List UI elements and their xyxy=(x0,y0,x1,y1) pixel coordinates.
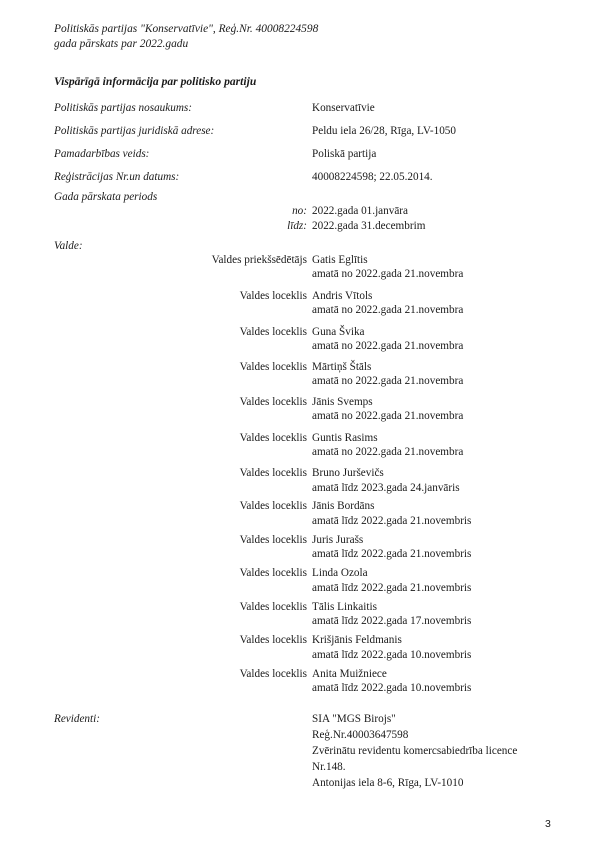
board-label: Valde: xyxy=(54,240,83,252)
page-number: 3 xyxy=(545,818,551,830)
board-member-name: Juris Jurašs xyxy=(312,534,364,546)
board-member-name: Anita Muižniece xyxy=(312,668,387,680)
board-member-name: Guntis Rasims xyxy=(312,432,378,444)
board-member-role: Valdes loceklis xyxy=(239,567,307,579)
period-from-label: no: xyxy=(292,205,307,217)
board-member-role: Valdes loceklis xyxy=(239,326,307,338)
board-member-name: Linda Ozola xyxy=(312,567,368,579)
board-member-name: Guna Švika xyxy=(312,326,365,338)
board-member-role: Valdes loceklis xyxy=(239,668,307,680)
board-member-name: Tālis Linkaitis xyxy=(312,601,377,613)
board-member-term: amatā no 2022.gada 21.novembra xyxy=(312,340,464,352)
info-label-activity: Pamadarbības veids: xyxy=(54,148,150,160)
board-member-term: amatā no 2022.gada 21.novembra xyxy=(312,375,464,387)
period-to-label: līdz: xyxy=(287,220,307,232)
header-line-2: gada pārskats par 2022.gadu xyxy=(54,38,189,50)
board-member-name: Bruno Jurševičs xyxy=(312,467,384,479)
period-label: Gada pārskata periods xyxy=(54,191,158,203)
board-member-name: Gatis Eglītis xyxy=(312,254,368,266)
board-member-term: amatā līdz 2022.gada 21.novembris xyxy=(312,515,472,527)
info-label-name: Politiskās partijas nosaukums: xyxy=(54,102,192,114)
board-member-term: amatā līdz 2022.gada 10.novembris xyxy=(312,649,472,661)
info-value-registration: 40008224598; 22.05.2014. xyxy=(312,171,433,183)
board-member-role: Valdes loceklis xyxy=(239,534,307,546)
board-member-role: Valdes loceklis xyxy=(239,361,307,373)
board-member-term: amatā no 2022.gada 21.novembra xyxy=(312,304,464,316)
auditor-line: Zvērinātu revidentu komercsabiedrība licence xyxy=(312,745,518,757)
info-label-registration: Reģistrācijas Nr.un datums: xyxy=(54,171,180,183)
board-member-term: amatā no 2022.gada 21.novembra xyxy=(312,268,464,280)
info-label-address: Politiskās partijas juridiskā adrese: xyxy=(54,125,215,137)
section-title: Vispārīgā informācija par politisko partiju xyxy=(54,75,257,88)
board-member-role: Valdes loceklis xyxy=(239,601,307,613)
board-member-term: amatā no 2022.gada 21.novembra xyxy=(312,410,464,422)
board-member-name: Mārtiņš Štāls xyxy=(312,361,372,373)
auditor-line: Antonijas iela 8-6, Rīga, LV-1010 xyxy=(312,777,464,789)
info-value-address: Peldu iela 26/28, Rīga, LV-1050 xyxy=(312,125,456,137)
board-member-role: Valdes loceklis xyxy=(239,634,307,646)
board-member-term: amatā līdz 2022.gada 21.novembris xyxy=(312,582,472,594)
period-from-value: 2022.gada 01.janvāra xyxy=(312,205,408,217)
auditors-label: Revidenti: xyxy=(54,713,100,725)
board-member-role: Valdes loceklis xyxy=(239,396,307,408)
info-value-name: Konservatīvie xyxy=(312,102,375,114)
board-member-term: amatā no 2022.gada 21.novembra xyxy=(312,446,464,458)
period-to-value: 2022.gada 31.decembrim xyxy=(312,220,426,232)
board-member-role: Valdes loceklis xyxy=(239,290,307,302)
board-member-term: amatā līdz 2022.gada 17.novembris xyxy=(312,615,472,627)
board-member-role: Valdes loceklis xyxy=(239,467,307,479)
board-member-name: Jānis Svemps xyxy=(312,396,373,408)
info-value-activity: Poliskā partija xyxy=(312,148,377,160)
board-member-term: amatā līdz 2023.gada 24.janvāris xyxy=(312,482,460,494)
board-member-role: Valdes loceklis xyxy=(239,432,307,444)
board-member-term: amatā līdz 2022.gada 21.novembris xyxy=(312,548,472,560)
auditor-line: Nr.148. xyxy=(312,761,346,773)
board-member-role: Valdes loceklis xyxy=(239,500,307,512)
auditor-line: Reģ.Nr.40003647598 xyxy=(312,729,409,741)
auditor-line: SIA "MGS Birojs" xyxy=(312,713,396,725)
board-member-name: Jānis Bordāns xyxy=(312,500,375,512)
board-member-term: amatā līdz 2022.gada 10.novembris xyxy=(312,682,472,694)
board-member-role: Valdes priekšsēdētājs xyxy=(211,254,307,266)
board-member-name: Andris Vītols xyxy=(312,290,373,302)
header-line-1: Politiskās partijas "Konservatīvie", Reģ.Nr. 40008224598 xyxy=(54,23,319,35)
board-member-name: Krišjānis Feldmanis xyxy=(312,634,402,646)
